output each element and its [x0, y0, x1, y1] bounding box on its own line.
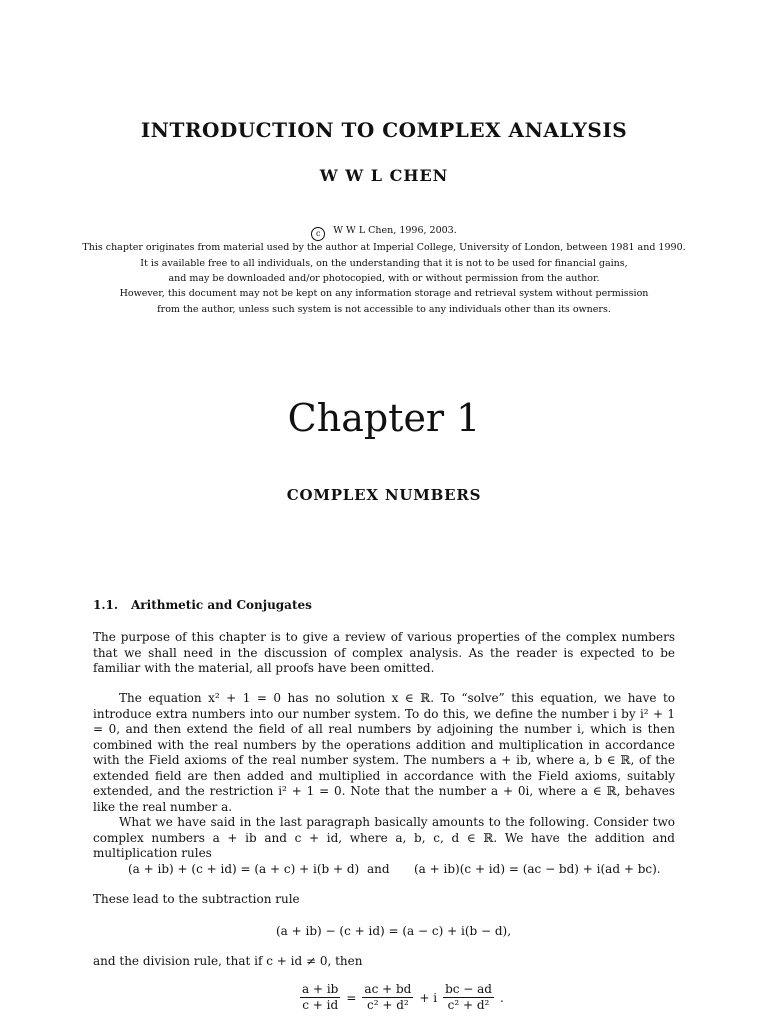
paragraph: and the division rule, that if c + id ≠ 0, then — [93, 954, 363, 968]
section-number: 1.1. — [93, 598, 119, 612]
paragraph: What we have said in the last paragraph basically amounts to the following. Consider two complex numbers a + ib and c + id, where a, b, c, d ∈ ℝ. We have the addition and multiplication rules — [93, 815, 675, 860]
fraction — [443, 982, 494, 1013]
multiplication-equation: (a + ib)(c + id) = (ac − bd) + i(ad + bc). — [414, 862, 661, 876]
copyright-notice-line: This chapter originates from material used by the author at Imperial College, University of London, between 1981 and 1990. — [82, 242, 686, 253]
section-heading — [93, 598, 312, 612]
document-title: INTRODUCTION TO COMPLEX ANALYSIS — [140, 118, 628, 142]
addition-equation: (a + ib) + (c + id) = (a + c) + i(b + d) — [128, 862, 360, 876]
copyright-notice-line: and may be downloaded and/or photocopied, with or without permission from the author. — [168, 273, 600, 284]
copyright-line — [0, 223, 768, 241]
copyright-notice-line: However, this document may not be kept on any information storage and retrieval system without permission — [119, 288, 649, 299]
plus-i: + i — [419, 990, 438, 1005]
fraction — [362, 982, 413, 1013]
chapter-title: Chapter 1 — [287, 396, 481, 440]
paragraph: The equation x² + 1 = 0 has no solution x ∈ ℝ. To “solve” this equation, we have to introduce extra numbers into our number system. To do this, we define the number i by i² + 1 = 0, and then extend the field of all real numbers by adjoining the number i, which is then combined with the real numbers by the operations addition and multiplication in accordance with the Field axioms of the real number system. The numbers a + ib, where a, b ∈ ℝ, of the extended field are then added and multiplied in accordance with the Field axioms, suitably extended, and the restriction i² + 1 = 0. Note that the number a + 0i, where a ∈ ℝ, behaves like the real number a. — [93, 691, 675, 814]
numerator: a + ib — [302, 982, 339, 996]
denominator: c² + d² — [367, 998, 409, 1012]
copyright-notice-line: from the author, unless such system is not accessible to any individuals other than its owners. — [157, 304, 611, 315]
numerator: bc − ad — [445, 982, 492, 996]
denominator: c + id — [302, 998, 339, 1012]
period: . — [499, 990, 504, 1005]
division-equation — [300, 982, 504, 1013]
copyright-notice-line: It is available free to all individuals, on the understanding that it is not to be used for financial gains, — [140, 258, 628, 269]
chapter-subtitle: COMPLEX NUMBERS — [286, 486, 482, 504]
denominator: c² + d² — [447, 998, 490, 1012]
copyright-icon: c — [311, 227, 325, 241]
section-title: Arithmetic and Conjugates — [131, 598, 312, 612]
equals-sign: = — [346, 990, 357, 1005]
paragraph: These lead to the subtraction rule — [93, 892, 300, 906]
paragraph: The purpose of this chapter is to give a review of various properties of the complex numbers that we shall need in the discussion of complex analysis. As the reader is expected to be familiar with the material, all proofs have been omitted. — [93, 630, 675, 675]
copyright-text: W W L Chen, 1996, 2003. — [333, 225, 457, 236]
fraction — [300, 982, 340, 1013]
subtraction-equation: (a + ib) − (c + id) = (a − c) + i(b − d), — [276, 924, 512, 938]
numerator: ac + bd — [364, 982, 412, 996]
equation-connector: and — [367, 862, 390, 876]
author-name: W W L CHEN — [319, 166, 449, 185]
